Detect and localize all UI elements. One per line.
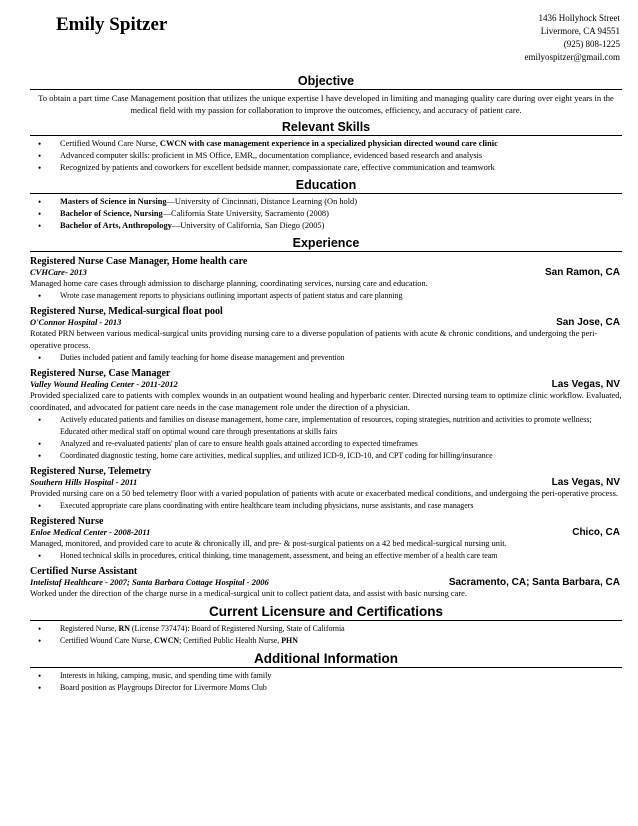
job-location: Sacramento, CA; Santa Barbara, CA — [448, 577, 620, 588]
licensure-list — [30, 623, 622, 647]
divider — [30, 193, 622, 194]
objective-heading: Objective — [297, 74, 355, 88]
job-entry — [30, 256, 622, 302]
job-description: Provided specialized care to patients with complex wounds in an outpatient wound healing and hyperbaric center. Directed nursing team to optimize clinic workflow. Evaluated, coordinated, and advocated for patient care needs in the case management role under the direction of a physician. — [30, 391, 622, 412]
divider — [30, 620, 622, 621]
additional-list — [30, 670, 622, 694]
job-location: Las Vegas, NV — [551, 477, 620, 488]
address-line-2: Livermore, CA 94551 — [540, 26, 620, 36]
job-bullets — [30, 290, 622, 302]
job-bullets — [30, 500, 622, 512]
job-title: Registered Nurse, Telemetry — [30, 466, 152, 477]
job-employer: Enloe Medical Center - 2008-2011 — [30, 527, 151, 537]
objective-text: To obtain a part time Case Management position that utilizes the unique expertise I have developed in limiting and managing quality care during over eight years in the medical field with my passion for collaboration to improve the outcomes, efficiency, and accuracy of patient care. — [38, 93, 614, 115]
skills-heading: Relevant Skills — [281, 120, 371, 134]
job-bullet: • Honed technical skills in procedures, critical thinking, time management, assessment, and being an effective member of a health care team — [30, 550, 622, 562]
job-entry — [30, 566, 622, 600]
job-location: San Jose, CA — [556, 317, 620, 328]
job-title: Registered Nurse — [30, 516, 104, 527]
job-bullet: • Analyzed and re-evaluated patients' plan of care to ensure health goals attained according to expected timeframes — [30, 438, 622, 450]
resume-header — [30, 10, 622, 70]
job-bullet: • Coordinated diagnostic testing, home care activities, medical supplies, and utilized ICD-9, ICD-10, and CPT coding for billing/insurance — [30, 450, 622, 462]
education-item: • Bachelor of Science, Nursing—California State University, Sacramento (2008) — [30, 208, 622, 220]
experience-heading: Experience — [292, 236, 360, 250]
education-heading: Education — [295, 178, 357, 192]
licensure-item: • Registered Nurse, RN (License 737474): Board of Registered Nursing, State of California — [30, 623, 622, 635]
licensure-item: • Certified Wound Care Nurse, CWCN; Certified Public Health Nurse, PHN — [30, 635, 622, 647]
additional-item: • Board position as Playgroups Director for Livermore Moms Club — [30, 682, 622, 694]
job-employer: Intelistaf Healthcare - 2007; Santa Barbara Cottage Hospital - 2006 — [30, 577, 269, 587]
job-entry — [30, 466, 622, 512]
phone-number: (925) 808-1225 — [563, 39, 620, 49]
job-bullet: • Duties included patient and family teaching for home disease management and prevention — [30, 352, 622, 364]
additional-heading: Additional Information — [254, 651, 398, 666]
candidate-name: Emily Spitzer — [56, 14, 168, 35]
skill-item: • Advanced computer skills: proficient in MS Office, EMR,, documentation compliance, evidenced based research and analysis — [30, 150, 622, 162]
job-location: San Ramon, CA — [544, 267, 620, 278]
education-item: • Masters of Science in Nursing—University of Cincinnati, Distance Learning (On hold) — [30, 196, 622, 208]
education-list — [30, 196, 622, 232]
job-employer: CVHCare- 2013 — [30, 267, 87, 277]
job-description: Rotated PRN between various medical-surgical units providing nursing care to a diverse population of patients with acute & chronic conditions, and undergoing the peri-operative process. — [30, 329, 598, 350]
divider — [30, 667, 622, 668]
job-entry — [30, 306, 622, 364]
job-title: Registered Nurse Case Manager, Home health care — [30, 256, 248, 267]
job-employer: Southern Hills Hospital - 2011 — [30, 477, 138, 487]
education-item: • Bachelor of Arts, Anthropology—University of California, San Diego (2005) — [30, 220, 622, 232]
address-line-1: 1436 Hollyhock Street — [538, 13, 620, 23]
job-employer: O'Connor Hospital - 2013 — [30, 317, 122, 327]
email-address: emilyospitzer@gmail.com — [524, 52, 620, 62]
job-location: Las Vegas, NV — [551, 379, 620, 390]
job-title: Registered Nurse, Medical-surgical float pool — [30, 306, 223, 317]
divider — [30, 89, 622, 90]
divider — [30, 135, 622, 136]
resume-page — [30, 10, 622, 694]
skills-list — [30, 138, 622, 174]
job-bullets — [30, 414, 622, 462]
job-title: Certified Nurse Assistant — [30, 566, 138, 577]
skill-item: • Recognized by patients and coworkers for excellent bedside manner, compassionate care, effective communication and teamwork — [30, 162, 622, 174]
job-description: Managed home care cases through admission to discharge planning, coordinating services, nursing care and education. — [30, 279, 428, 288]
job-location: Chico, CA — [572, 527, 620, 538]
job-bullets — [30, 550, 622, 562]
job-entry — [30, 516, 622, 562]
job-entry — [30, 364, 622, 462]
skill-item: • Certified Wound Care Nurse, CWCN with case management experience in a specialized physician directed wound care clinic — [30, 138, 622, 150]
licensure-heading: Current Licensure and Certifications — [208, 604, 444, 619]
job-bullet: • Wrote case management reports to physicians outlining important aspects of patient status and care planning — [30, 290, 622, 302]
contact-block — [524, 12, 620, 64]
job-description: Managed, monitored, and provided care to acute & chronically ill, and pre- & post-surgical patients on a 42 bed medical-surgical nursing unit. — [30, 539, 507, 548]
divider — [30, 251, 622, 252]
additional-item: • Interests in hiking, camping, music, and spending time with family — [30, 670, 622, 682]
job-description: Worked under the direction of the charge nurse in a medical-surgical unit to collect patient data, and assist with basic nursing care. — [30, 589, 467, 598]
job-bullet: • Actively educated patients and families on disease management, home care, implementation of resources, coping strategies, nutrition and activities to promote wellness; Educated other medical staff on optimal wound care through presentations at skills fairs — [30, 414, 622, 438]
job-description: Provided nursing care on a 50 bed telemetry floor with a varied population of patients with acute or exacerbated medical conditions, and undergoing the peri-operative process. — [30, 489, 618, 498]
job-bullet: • Executed appropriate care plans coordinating with entire healthcare team including physicians, nurse assistants, and case managers — [30, 500, 622, 512]
job-bullets — [30, 352, 622, 364]
job-employer: Valley Wound Healing Center - 2011-2012 — [30, 379, 178, 389]
job-title: Registered Nurse, Case Manager — [30, 368, 171, 379]
